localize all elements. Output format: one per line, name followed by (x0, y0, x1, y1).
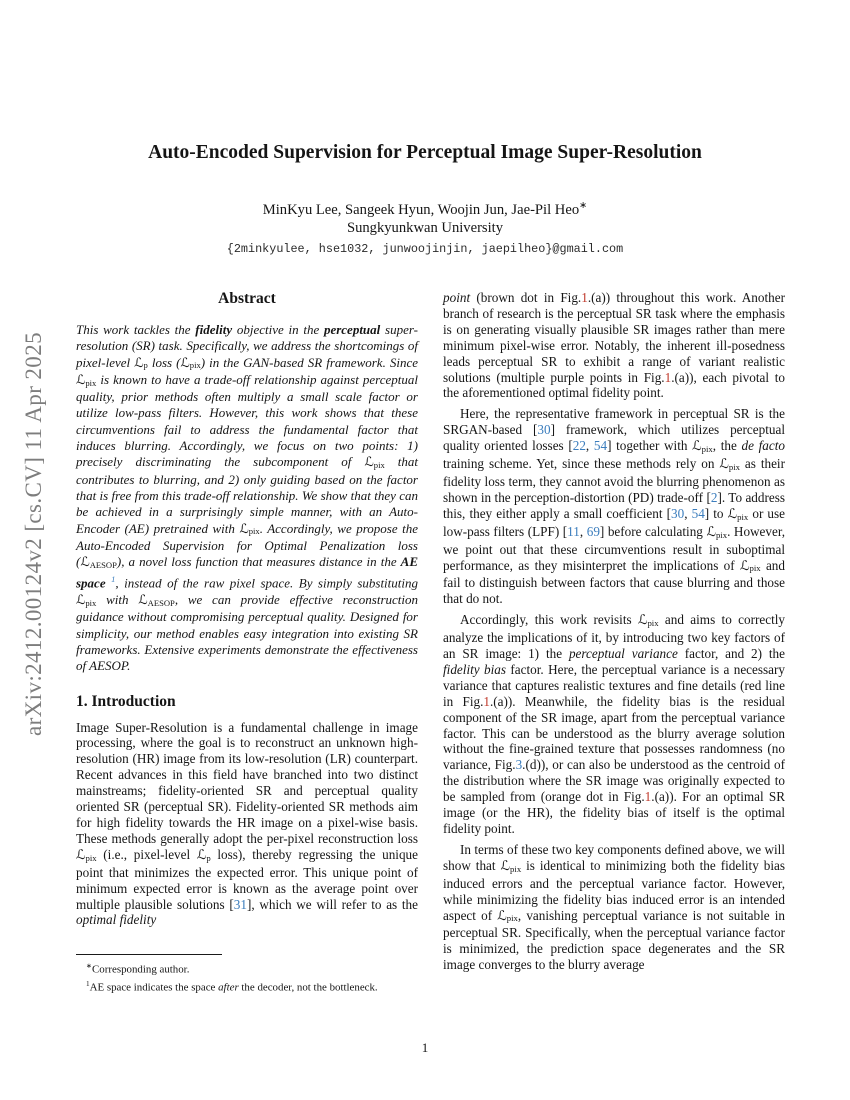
text-run: after (218, 982, 239, 995)
footnote-ae-space (76, 978, 418, 995)
authors-line (40, 200, 810, 219)
text-run: ∗ (579, 200, 588, 211)
text-run: , the (712, 438, 742, 454)
text-run: objective in the (232, 322, 324, 337)
text-run: (brown dot in Fig. (470, 290, 582, 305)
text-run: ℒ (706, 524, 716, 540)
text-run: with (96, 592, 139, 608)
text-run: Corresponding author. (92, 963, 190, 976)
text-run: , (579, 523, 587, 539)
figure-ref-link[interactable]: 3 (515, 757, 523, 773)
text-run: de facto (741, 438, 785, 454)
text-run: Accordingly, this work revisits (460, 612, 638, 628)
citation-link[interactable]: 54 (593, 438, 608, 454)
text-run: is identical to minimizing both the fidelity bias induced errors and the perceptual variance factor. However, while minimizing the fidelity bias induced error is an intended aspect of (443, 857, 785, 923)
right-column (443, 290, 785, 973)
text-run: . However, we point out that these circumventions result in suboptimal performance, as they misinterpret the implications of (443, 523, 786, 573)
footnote-block (76, 954, 418, 997)
text-run: perceptual variance (568, 646, 678, 662)
text-run: ℒ (80, 555, 90, 571)
paragraph (443, 842, 785, 973)
text-run: or use low-pass filters (LPF) [ (443, 505, 786, 539)
text-run: , (684, 505, 692, 521)
text-run: ] framework, which utilizes perceptual quality oriented losses [ (443, 422, 785, 454)
left-column (76, 290, 418, 973)
text-run: Here, the representative framework in perceptual SR is the SRGAN-based [ (443, 406, 785, 438)
text-run: that contributes to blurring, and 2) only guiding based on the factor that is free from this trade-off relationship. We show that they can be achieved in a surprisingly simple manner, with an Auto-Encoder (AE) pretrained with (76, 454, 418, 536)
text-run: .(a)) throughout this work. Another branch of research is the perceptual SR task where the emphasis is on generating visually plausible SR images rather than mere minimum pixel-wise error. Notably, the inherent ill-posedness leads perceptual SR to exhibit a range of variant realistic solutions (multiple purple points in Fig. (443, 290, 785, 385)
text-run: ], which we will refer to as the (246, 896, 419, 912)
text-run: as their fidelity loss term, they cannot avoid the blurring phenomenon as shown in the perception-distortion (PD) trade-off [ (443, 456, 785, 505)
text-run: AESOP (147, 597, 175, 608)
text-run: . Accordingly, we propose the Auto-Encoded Supervision for Optimal Penalization loss ( (76, 520, 419, 570)
text-run: ℒ (76, 593, 86, 609)
citation-link[interactable]: 11 (567, 523, 580, 539)
paragraph (443, 290, 785, 401)
text-run: and aims to correctly analyze the implications of it, by introducing two key factors of an SR image: 1) the (443, 612, 785, 662)
figure-ref-link[interactable]: 1 (483, 693, 490, 709)
text-run: ℒ (134, 355, 144, 371)
citation-link[interactable]: 22 (572, 438, 586, 454)
text-run: ℒ (364, 455, 374, 471)
text-run: ℒ (739, 558, 750, 574)
text-run: factor, and 2) the (677, 646, 786, 662)
citation-link[interactable]: 30 (671, 505, 685, 521)
abstract-heading: Abstract (218, 290, 276, 307)
citation-link[interactable]: 31 (233, 896, 247, 912)
two-column-body (76, 290, 785, 973)
text-run: pix (510, 863, 522, 874)
text-run: ℒ (500, 858, 511, 874)
text-run: ℒ (637, 613, 648, 629)
text-run: ℒ (138, 593, 148, 609)
text-run: super-resolution (SR) task. Specifically, we address the shortcomings of pixel-level (76, 322, 418, 370)
text-run: perceptual (323, 322, 381, 337)
citation-link[interactable]: 54 (691, 505, 705, 521)
text-run: pix (715, 529, 728, 540)
citation-link[interactable]: 30 (537, 422, 551, 438)
paragraph (443, 612, 785, 837)
text-run: pix (373, 460, 385, 471)
text-run: p (143, 360, 148, 371)
text-run: ] together with (607, 438, 693, 454)
text-run: factor. Here, the perceptual variance is a necessary variance that captures realistic textures and fine details (red line in Fig. (443, 661, 785, 709)
text-run: 1 (86, 980, 90, 989)
text-run: AE space (76, 554, 418, 591)
text-run: pix (506, 913, 518, 924)
text-run: training scheme. Yet, since these methods rely on (443, 456, 720, 472)
text-run: ℒ (692, 439, 702, 455)
text-run: .(a)). For an optimal SR image (or the HR), the fidelity bias of itself is the optimal fidelity point. (443, 789, 785, 836)
text-run: pix (749, 563, 761, 574)
text-run: pix (85, 377, 97, 388)
text-run: MinKyu Lee, Sangeek Hyun, Woojin Jun, Jae-Pil Heo (262, 201, 580, 218)
text-run: pix (248, 526, 260, 537)
introduction-heading: 1. Introduction (76, 692, 176, 710)
page-number: 1 (421, 1040, 429, 1055)
text-run: In terms of these two key components defined above, we will show that (443, 841, 785, 873)
text-run: ∗ (86, 962, 93, 970)
text-run: optimal fidelity (76, 912, 157, 928)
text-run: AESOP (89, 560, 117, 571)
text-run: ) in the GAN-based SR framework. Since (200, 354, 418, 370)
text-run: pix (189, 360, 201, 371)
text-run: pix (647, 618, 659, 629)
text-run: fidelity bias (443, 661, 506, 677)
text-run: fidelity (195, 322, 233, 337)
text-run: ] to (704, 505, 728, 521)
text-run: pix (728, 461, 740, 472)
intro-paragraph (76, 720, 418, 929)
text-run: AE space indicates the space (89, 982, 219, 995)
text-run: ] before calculating (599, 523, 707, 539)
figure-ref-link[interactable]: 1 (644, 789, 652, 805)
text-run: .(a)), each pivotal to the aforementioned optimal fidelity point. (443, 369, 785, 401)
footnote-divider (76, 954, 222, 955)
paragraph (443, 406, 785, 607)
citation-link[interactable]: 2 (710, 489, 718, 505)
text-run: ℒ (76, 372, 86, 388)
text-run: ), a novel loss function that measures distance in the (116, 554, 401, 570)
text-run: ℒ (719, 457, 729, 473)
text-run: , (585, 438, 594, 454)
text-run: pix (737, 511, 749, 522)
text-run: , instead of the raw pixel space. By simply substituting (115, 575, 419, 591)
text-run: and fail to distinguish between factors that cause blurring and those that do not. (443, 557, 785, 607)
abstract-body (76, 322, 418, 675)
text-run: , we can provide effective reconstruction guidance without compromising perceptual quality. Designed for simplicity, our method enables easy integration into existing SR frameworks. Extensive experiments demonstrate the effectiveness of AESOP. (76, 592, 418, 674)
email-line: {2minkyulee, hse1032, junwoojinjin, jaepilheo}@gmail.com (226, 242, 624, 256)
text-run: loss), thereby regressing the unique point that minimizes the expected error. This unique point of minimum expected error is known as the average point over multiple plausible solutions [ (76, 846, 418, 912)
text-run: point (443, 290, 471, 305)
text-run: pix (701, 444, 713, 455)
text-run: ℒ (239, 521, 249, 537)
text-run: the decoder, not the bottleneck. (238, 982, 378, 995)
text-run: pix (85, 597, 97, 608)
text-run: ]. To address this, they either apply a small coefficient [ (443, 489, 786, 521)
text-run: ℒ (727, 506, 738, 522)
footnote-corresponding (76, 960, 418, 977)
text-run: (i.e., pixel-level (96, 846, 197, 862)
text-run: .(a)). Meanwhile, the fidelity bias is the residual component of the SR image, apart from the perceptual variance factor. This can be understood as the blurry average solution without the fine-grained texture that possesses randomness (no variance, Fig. (443, 693, 785, 773)
text-run: ℒ (180, 355, 190, 371)
text-run: p (206, 852, 211, 863)
text-run: Image Super-Resolution is a fundamental challenge in image processing, where the goal is to reconstruct an unknown high-resolution (HR) image from its low-resolution (LR) counterpart. Recent advances in this field have branched into two distinct mainstreams; fidelity-oriented SR and perceptual quality oriented SR (perceptual SR). Fidelity-oriented SR methods aim for high fidelity towards the HR image on a pixel-wise basis. These methods generally adopt the per-pixel reconstruction loss (76, 719, 418, 846)
text-run: , vanishing perceptual variance is not suitable in perceptual SR. Specifically, when the perceptual variance factor is minimized, the prediction space degenerates and the SR image converges to the blurry average (443, 907, 786, 973)
text-run: This work tackles the (76, 322, 196, 337)
arxiv-stamp-label: arXiv:2412.00124v2 [cs.CV] 11 Apr 2025 (21, 331, 46, 737)
affiliation: Sungkyunkwan University (346, 220, 504, 236)
footnote-ref-link[interactable]: 1 (111, 574, 116, 585)
figure-ref-link[interactable]: 1 (664, 369, 672, 385)
text-run: ℒ (76, 847, 86, 863)
text-run: loss ( (147, 354, 181, 370)
text-run: is known to have a trade-off relationship against perceptual quality, prior methods often multiply a small scale factor or utilize low-pass filters. However, this work shows that these circumventions fail to address the fundamental factor that induces blurring. Accordingly, we focus on two points: 1) precisely discriminating the subcomponent of (76, 371, 418, 470)
text-run: pix (85, 852, 97, 863)
citation-link[interactable]: 69 (586, 523, 600, 539)
text-run: .(d)), or can also be understood as the centroid of the distribution where the SR image was originally expected to be sampled from (orange dot in Fig. (443, 757, 785, 805)
text-run: ℒ (196, 847, 207, 863)
figure-ref-link[interactable]: 1 (581, 290, 588, 305)
paper-title: Auto-Encoded Supervision for Perceptual Image Super-Resolution (148, 142, 702, 163)
text-run: ℒ (497, 908, 507, 924)
